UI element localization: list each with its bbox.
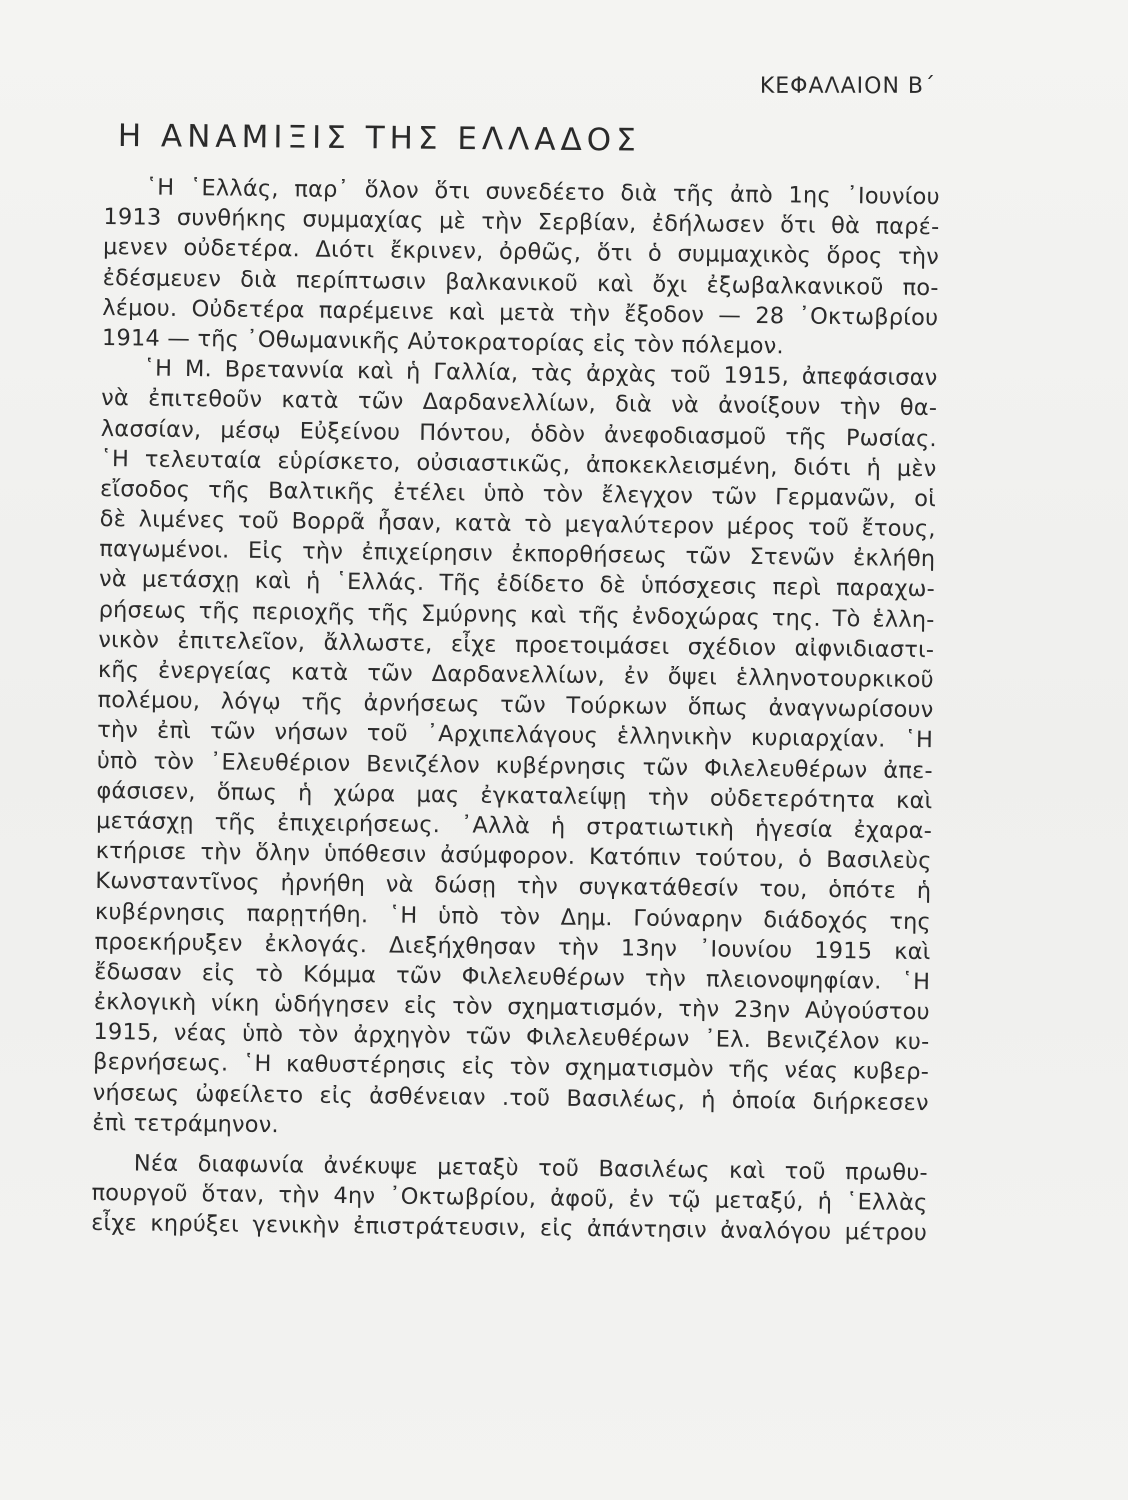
text-line: ἐκλογικὴ νίκη ὡδήγησεν εἰς τὸν σχηματισμόν, τὴν 23ην Αὐγούστου	[93, 989, 930, 1026]
text-line: κυβέρνησις παρῃτήθη. ῾Η ὑπὸ τὸν Δημ. Γούναρην διάδοχός της	[94, 898, 932, 935]
text-line: 1915, νέας ὑπὸ τὸν ἀρχηγὸν τῶν Φιλελευθέρων ᾿Ελ. Βενιζέλον κυ-	[93, 1019, 930, 1056]
text-line: ἐδέσμευεν διὰ περίπτωσιν βαλκανικοῦ καὶ ὄχι ἐξωβαλκανικοῦ πο-	[102, 264, 939, 301]
text-line: Νέα διαφωνία ἀνέκυψε μεταξὺ τοῦ Βασιλέως καὶ τοῦ πρωθυ-	[133, 1150, 928, 1187]
text-line: πολέμου, λόγῳ τῆς ἀρνήσεως τῶν Τούρκων ὅπως ἀναγνωρίσουν	[97, 687, 934, 724]
text-line: ἔδωσαν εἰς τὸ Κόμμα τῶν Φιλελευθέρων τὴν πλειονοψηφίαν. ῾Η	[94, 958, 931, 996]
section-title: Η ΑΝΑΜΙΞΙΣ ΤΗΣ ΕΛΛΑΔΟΣ	[117, 118, 641, 159]
text-line: λασσίαν, μέσῳ Εὐξείνου Πόντου, ὁδὸν ἀνεφοδιασμοῦ τῆς Ρωσίας.	[100, 415, 937, 452]
text-line: βερνήσεως. ῾Η καθυστέρησις εἰς τὸν σχηματισμὸν τῆς νέας κυβερ-	[92, 1049, 930, 1086]
text-line: εἴσοδος τῆς Βαλτικῆς ἐτέλει ὑπὸ τὸν ἔλεγχον τῶν Γερμανῶν, οἱ	[99, 475, 937, 513]
text-line: νὰ μετάσχῃ καὶ ἡ ῾Ελλάς. Τῆς ἐδίδετο δὲ ὑπόσχεσις περὶ παραχω-	[98, 566, 936, 603]
text-line: μενεν οὐδετέρα. Διότι ἔκρινεν, ὀρθῶς, ὅτι ὁ συμμαχικὸς ὅρος τὴν	[102, 234, 940, 271]
body-text	[91, 172, 940, 1249]
text-line: ῾Η ῾Ελλάς, παρ᾿ ὅλον ὅτι συνεδέετο διὰ τῆς ἀπὸ 1ης ᾿Ιουνίου	[145, 174, 940, 211]
text-line: ρήσεως τῆς περιοχῆς τῆς Σμύρνης καὶ τῆς ἐνδοχώρας της. Τὸ ἑλλη-	[98, 596, 935, 633]
text-line: παγωμένοι. Εἰς τὴν ἐπιχείρησιν ἐκπορθήσεως τῶν Στενῶν ἐκλήθη	[99, 536, 936, 573]
text-line: μετάσχῃ τῆς ἐπιχειρήσεως. ᾿Αλλὰ ἡ στρατιωτικὴ ἡγεσία ἐχαρα-	[95, 807, 933, 845]
text-line: φάσισεν, ὅπως ἡ χώρα μας ἐγκαταλείψῃ τὴν οὐδετερότητα καὶ	[96, 777, 933, 814]
text-line: Κωνσταντῖνος ἠρνήθη νὰ δώσῃ τὴν συγκατάθεσίν του, ὁπότε ἡ	[95, 868, 932, 905]
text-line: ῾Η τελευταία εὑρίσκετο, οὐσιαστικῶς, ἀποκεκλεισμένη, διότι ἡ μὲν	[100, 445, 937, 482]
text-line: προεκήρυξεν ἐκλογάς. Διεξήχθησαν τὴν 13ην ᾿Ιουνίου 1915 καὶ	[94, 928, 931, 965]
text-line: ῾Η Μ. Βρεταννία καὶ ἡ Γαλλία, τὰς ἀρχὰς τοῦ 1915, ἀπεφάσισαν	[143, 355, 938, 392]
text-line: ἐπὶ τετράμηνον.	[92, 1109, 280, 1139]
text-line: νικὸν ἐπιτελεῖον, ἄλλωστε, εἶχε προετοιμάσει σχέδιον αἰφνιδιαστι-	[98, 626, 935, 663]
text-line: νήσεως ὠφείλετο εἰς ἀσθένειαν .τοῦ Βασιλέως, ἡ ὁποία διήρκεσεν	[92, 1079, 929, 1116]
text-line: 1914 — τῆς ᾿Οθωμανικῆς Αὐτοκρατορίας εἰς τὸν πόλεμον.	[101, 324, 784, 360]
text-line: λέμου. Οὐδετέρα παρέμεινε καὶ μετὰ τὴν ἔξοδον — 28 ᾿Οκτωβρίου	[102, 294, 939, 331]
text-line: τὴν ἐπὶ τῶν νήσων τοῦ ᾿Αρχιπελάγους ἑλληνικὴν κυριαρχίαν. ῾Η	[97, 717, 934, 754]
text-line: ὑπὸ τὸν ᾿Ελευθέριον Βενιζέλον κυβέρνησις τῶν Φιλελευθέρων ἀπε-	[96, 747, 933, 784]
text-line: πουργοῦ ὅταν, τὴν 4ην ᾿Οκτωβρίου, ἀφοῦ, ἐν τῷ μεταξύ, ἡ ῾Ελλὰς	[91, 1180, 928, 1217]
chapter-heading: ΚΕΦΑΛΑΙΟΝ Β΄	[759, 74, 936, 99]
text-line: δὲ λιμένες τοῦ Βορρᾶ ἦσαν, κατὰ τὸ μεγαλύτερον μέρος τοῦ ἔτους,	[99, 506, 936, 543]
text-line: κτήρισε τὴν ὅλην ὑπόθεσιν ἀσύμφορον. Κατόπιν τούτου, ὁ Βασιλεὺς	[95, 838, 932, 875]
text-line: κῆς ἐνεργείας κατὰ τῶν Δαρδανελλίων, ἐν ὄψει ἑλληνοτουρκικοῦ	[97, 656, 935, 694]
text-line: 1913 συνθήκης συμμαχίας μὲ τὴν Σερβίαν, ἐδήλωσεν ὅτι θὰ παρέ-	[103, 204, 940, 241]
text-line: νὰ ἐπιτεθοῦν κατὰ τῶν Δαρδανελλίων, διὰ νὰ ἀνοίξουν τὴν θα-	[101, 385, 938, 422]
text-line: εἶχε κηρύξει γενικὴν ἐπιστράτευσιν, εἰς ἀπάντησιν ἀναλόγου μέτρου	[90, 1210, 928, 1247]
